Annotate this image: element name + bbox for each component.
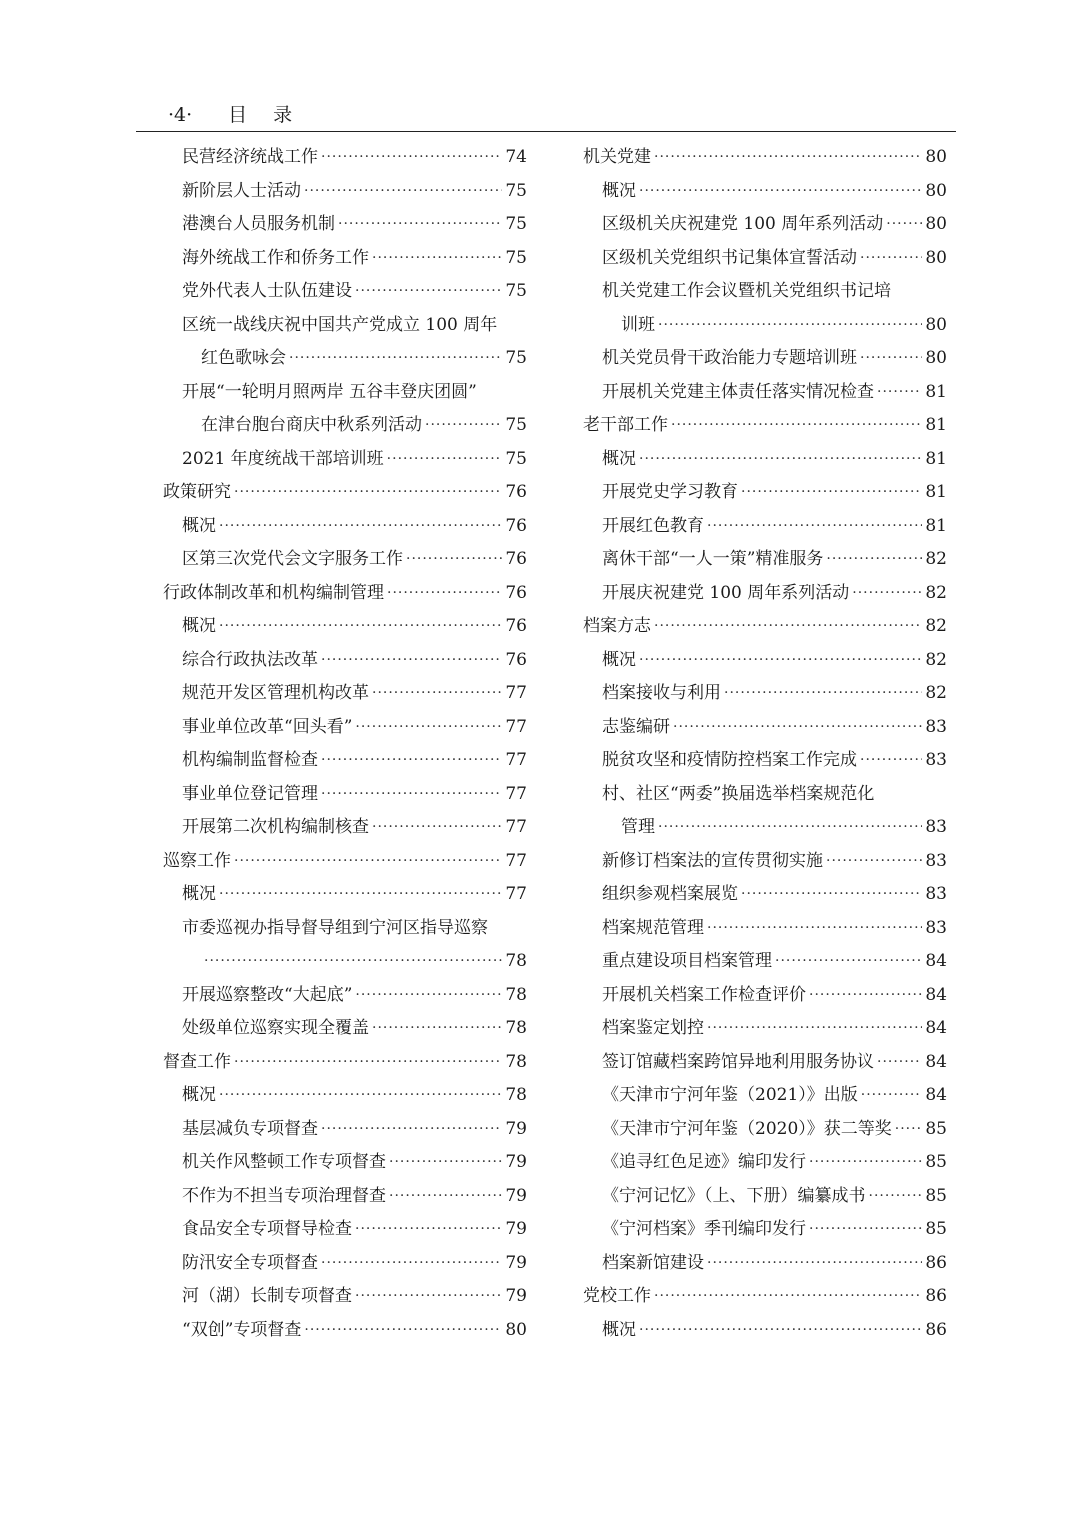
toc-entry-title: 区级机关党组织书记集体宣誓活动: [602, 247, 857, 268]
toc-entry-page: 75: [505, 180, 527, 201]
toc-leader-dots: [673, 711, 922, 745]
toc-leader-dots: [707, 1247, 922, 1281]
toc-entry-page: 82: [925, 683, 947, 703]
toc-entry: [583, 141, 947, 175]
toc-entry-page: 82: [925, 582, 947, 603]
toc-entry-page: 82: [925, 549, 947, 569]
toc-entry-page: 75: [505, 281, 527, 301]
toc-entry: [583, 878, 947, 912]
toc-entry-title: 签订馆藏档案跨馆异地利用服务协议: [602, 1051, 874, 1072]
toc-leader-dots: [707, 510, 922, 544]
toc-entry: [163, 711, 527, 745]
toc-entry: [163, 1213, 527, 1247]
toc-entry-title: 档案规范管理: [602, 917, 704, 938]
toc-entry: [583, 1213, 947, 1247]
toc-entry-title: 概况: [182, 1085, 216, 1105]
toc-entry-page: 85: [925, 1118, 947, 1139]
toc-entry-title: 档案新馆建设: [602, 1252, 704, 1273]
toc-entry-page: 82: [925, 616, 947, 636]
toc-entry-title: 概况: [602, 448, 636, 469]
toc-leader-dots: [895, 1113, 923, 1147]
toc-entry: [583, 912, 947, 946]
toc-entry: [583, 175, 947, 209]
toc-entry-title: 市委巡视办指导督导组到宁河区指导巡察: [182, 917, 488, 938]
toc-entry: [163, 342, 527, 376]
toc-entry-title: 档案方志: [583, 616, 651, 636]
toc-entry: [163, 1146, 527, 1180]
toc-entry: [583, 610, 947, 644]
toc-leader-dots: [355, 275, 502, 309]
toc-leader-dots: [219, 510, 502, 544]
toc-entry-title: 新阶层人士活动: [182, 180, 301, 201]
toc-entry-page: 75: [505, 348, 527, 368]
toc-entry-page: 80: [925, 247, 947, 268]
toc-leader-dots: [809, 1146, 922, 1180]
toc-entry: [163, 510, 527, 544]
page-title: 目录: [228, 104, 319, 126]
toc-leader-dots: [639, 443, 922, 477]
toc-entry-page: 75: [505, 247, 527, 268]
toc-entry-title: 2021 年度统战干部培训班: [182, 448, 384, 469]
toc-entry-page: 84: [925, 951, 947, 971]
toc-entry-page: 83: [925, 750, 947, 770]
toc-left-column: [163, 141, 527, 1347]
toc-entry: [583, 577, 947, 611]
toc-entry-title: 红色歌咏会: [201, 348, 286, 368]
toc-entry: [163, 1247, 527, 1281]
toc-leader-dots: [389, 1180, 502, 1214]
toc-entry: [583, 1180, 947, 1214]
toc-entry: [163, 476, 527, 510]
toc-leader-dots: [372, 1012, 502, 1046]
toc-entry-page: 84: [925, 1018, 947, 1038]
toc-entry: [163, 577, 527, 611]
toc-entry-title: 机构编制监督检查: [182, 750, 318, 770]
toc-entry: [163, 778, 527, 812]
toc-leader-dots: [741, 878, 922, 912]
toc-entry-page: 76: [505, 616, 527, 636]
toc-leader-dots: [389, 1146, 502, 1180]
toc-entry-title: 政策研究: [163, 482, 231, 502]
toc-leader-dots: [809, 979, 922, 1013]
toc-entry: [163, 744, 527, 778]
toc-leader-dots: [741, 476, 922, 510]
toc-entry-page: 74: [505, 147, 527, 167]
toc-entry-title: 《天津市宁河年鉴（2021）》出版: [602, 1085, 858, 1105]
toc-leader-dots: [321, 778, 502, 812]
toc-entry: [163, 845, 527, 879]
toc-entry: [583, 1079, 947, 1113]
toc-entry-title: 《追寻红色足迹》编印发行: [602, 1152, 806, 1172]
toc-entry-title: 综合行政执法改革: [182, 649, 318, 670]
toc-entry-title: 防汛安全专项督查: [182, 1252, 318, 1273]
toc-entry: [163, 811, 527, 845]
toc-entry: [583, 242, 947, 276]
toc-leader-dots: [869, 1180, 923, 1214]
toc-entry-title: 概况: [182, 616, 216, 636]
toc-leader-dots: [809, 1213, 922, 1247]
toc-entry-page: 75: [505, 214, 527, 234]
toc-entry: [583, 945, 947, 979]
toc-entry-title: 《天津市宁河年鉴（2020）》获二等奖: [602, 1118, 892, 1139]
toc-entry-title: 开展第二次机构编制核查: [182, 817, 369, 837]
toc-entry-page: 80: [925, 214, 947, 234]
toc-leader-dots: [639, 644, 922, 678]
toc-entry-title: 《宁河记忆》（上、下册）编纂成书: [602, 1185, 866, 1206]
toc-leader-dots: [658, 811, 922, 845]
toc-entry: [163, 610, 527, 644]
toc-entry: [583, 711, 947, 745]
toc-entry-page: 85: [925, 1185, 947, 1206]
toc-entry-title: 党校工作: [583, 1286, 651, 1306]
toc-entry-title: 训班: [621, 314, 655, 335]
toc-leader-dots: [304, 175, 502, 209]
toc-entry-page: 81: [925, 448, 947, 469]
toc-entry: [163, 242, 527, 276]
toc-entry: [583, 208, 947, 242]
toc-entry: [583, 677, 947, 711]
toc-entry-page: 83: [925, 850, 947, 871]
toc-entry: [583, 1314, 947, 1348]
toc-leader-dots: [219, 878, 502, 912]
toc-entry: [583, 644, 947, 678]
toc-entry: [163, 945, 527, 979]
toc-leader-dots: [355, 979, 502, 1013]
toc-entry-title: 行政体制改革和机构编制管理: [163, 582, 384, 603]
toc-entry-page: 79: [505, 1152, 527, 1172]
toc-leader-dots: [219, 1079, 502, 1113]
toc-entry: [163, 1280, 527, 1314]
toc-entry: [163, 309, 527, 343]
toc-entry-title: 概况: [602, 180, 636, 201]
toc-entry-title: 事业单位改革“回头看”: [182, 716, 353, 737]
toc-leader-dots: [860, 744, 922, 778]
toc-entry-title: 档案接收与利用: [602, 683, 721, 703]
toc-leader-dots: [775, 945, 922, 979]
toc-entry: [163, 543, 527, 577]
toc-entry-page: 80: [925, 147, 947, 167]
toc-entry-page: 75: [505, 448, 527, 469]
toc-entry-title: 开展机关档案工作检查评价: [602, 984, 806, 1005]
toc-entry-page: 83: [925, 817, 947, 837]
toc-entry-title: 机关党建工作会议暨机关党组织书记培: [602, 281, 891, 301]
toc-entry-page: 81: [925, 381, 947, 402]
toc-leader-dots: [321, 141, 502, 175]
toc-entry-title: 开展庆祝建党 100 周年系列活动: [602, 582, 850, 603]
toc-entry-page: 83: [925, 917, 947, 938]
toc-leader-dots: [321, 644, 502, 678]
toc-entry: [163, 175, 527, 209]
toc-entry: [583, 342, 947, 376]
toc-entry: [163, 1180, 527, 1214]
toc-entry-title: 村、社区“两委”换届选举档案规范化: [602, 783, 875, 804]
toc-entry-title: 河（湖）长制专项督查: [182, 1286, 352, 1306]
toc-leader-dots: [861, 1079, 923, 1113]
toc-leader-dots: [219, 610, 502, 644]
toc-entry-title: 食品安全专项督导检查: [182, 1219, 352, 1239]
toc-entry-title: 机关党员骨干政治能力专题培训班: [602, 348, 857, 368]
toc-entry-title: 在津台胞台商庆中秋系列活动: [201, 415, 422, 435]
toc-entry-page: 84: [925, 1085, 947, 1105]
toc-entry-page: 85: [925, 1152, 947, 1172]
toc-entry-title: 事业单位登记管理: [182, 783, 318, 804]
toc-entry-title: 概况: [182, 884, 216, 904]
toc-entry-title: 督查工作: [163, 1051, 231, 1072]
toc-leader-dots: [639, 175, 922, 209]
toc-leader-dots: [387, 577, 502, 611]
toc-leader-dots: [425, 409, 502, 443]
page-number: ·4·: [168, 104, 193, 126]
toc-entry-page: 81: [925, 482, 947, 502]
toc-leader-dots: [654, 141, 922, 175]
toc-entry-title: 开展红色教育: [602, 515, 704, 536]
toc-entry-page: 81: [925, 515, 947, 536]
toc-entry-title: “双创”专项督查: [182, 1319, 302, 1340]
toc-leader-dots: [289, 342, 502, 376]
toc-entry-page: 86: [925, 1252, 947, 1273]
toc-entry: [163, 208, 527, 242]
toc-entry-page: 76: [505, 649, 527, 670]
toc-entry-page: 86: [925, 1286, 947, 1306]
toc-entry-page: 77: [505, 783, 527, 804]
toc-entry: [163, 644, 527, 678]
toc-entry: [583, 443, 947, 477]
toc-entry-page: 78: [505, 951, 527, 971]
toc-leader-dots: [234, 1046, 502, 1080]
toc-entry-page: 81: [925, 415, 947, 435]
toc-entry-page: 82: [925, 649, 947, 670]
toc-leader-dots: [355, 1280, 502, 1314]
toc-entry: [583, 1247, 947, 1281]
toc-leader-dots: [355, 1213, 502, 1247]
toc-leader-dots: [639, 1314, 922, 1348]
toc-entry-page: 84: [925, 984, 947, 1005]
toc-entry-title: 不作为不担当专项治理督查: [182, 1185, 386, 1206]
toc-leader-dots: [658, 309, 922, 343]
toc-entry-title: 脱贫攻坚和疫情防控档案工作完成: [602, 750, 857, 770]
toc-entry-page: 78: [505, 1018, 527, 1038]
toc-leader-dots: [877, 1046, 922, 1080]
toc-entry: [163, 141, 527, 175]
toc-entry-page: 86: [925, 1319, 947, 1340]
toc-entry-page: 80: [925, 348, 947, 368]
toc-entry-title: 民营经济统战工作: [182, 147, 318, 167]
toc-entry-page: 76: [505, 582, 527, 603]
toc-entry-page: 80: [505, 1319, 527, 1340]
toc-entry-page: 84: [925, 1051, 947, 1072]
toc-entry: [163, 878, 527, 912]
toc-entry: [163, 1012, 527, 1046]
toc-entry-page: 85: [925, 1219, 947, 1239]
toc-entry-title: 党外代表人士队伍建设: [182, 281, 352, 301]
toc-entry: [163, 275, 527, 309]
toc-entry: [583, 744, 947, 778]
toc-entry: [163, 1079, 527, 1113]
toc-entry-page: 77: [505, 716, 527, 737]
toc-entry: [163, 912, 527, 946]
toc-entry-page: 80: [925, 314, 947, 335]
toc-entry-title: 规范开发区管理机构改革: [182, 683, 369, 703]
toc-right-column: [583, 141, 947, 1347]
toc-entry-page: 77: [505, 817, 527, 837]
toc-entry-title: 概况: [602, 1319, 636, 1340]
toc-entry-page: 76: [505, 549, 527, 569]
toc-leader-dots: [338, 208, 502, 242]
toc-entry-page: 77: [505, 850, 527, 871]
toc-entry-title: 开展巡察整改“大起底”: [182, 984, 353, 1005]
toc-entry-title: 新修订档案法的宣传贯彻实施: [602, 850, 823, 871]
toc-entry: [163, 409, 527, 443]
toc-leader-dots: [671, 409, 922, 443]
toc-entry-page: 79: [505, 1219, 527, 1239]
toc-entry: [583, 1146, 947, 1180]
toc-entry: [163, 677, 527, 711]
toc-entry: [583, 376, 947, 410]
toc-entry-page: 78: [505, 1051, 527, 1072]
toc-leader-dots: [654, 1280, 922, 1314]
toc-entry-page: 83: [925, 716, 947, 737]
toc-entry-title: 处级单位巡察实现全覆盖: [182, 1018, 369, 1038]
toc-entry-page: 83: [925, 884, 947, 904]
toc-entry-title: 老干部工作: [583, 415, 668, 435]
toc-entry: [583, 1280, 947, 1314]
toc-entry: [163, 1046, 527, 1080]
toc-entry: [583, 275, 947, 309]
toc-entry-title: 区级机关庆祝建党 100 周年系列活动: [602, 214, 884, 234]
toc-entry-title: 港澳台人员服务机制: [182, 214, 335, 234]
toc-entry-page: 77: [505, 683, 527, 703]
page-header: [168, 100, 318, 130]
toc-leader-dots: [387, 443, 503, 477]
toc-leader-dots: [826, 845, 922, 879]
toc-leader-dots: [355, 711, 502, 745]
toc-leader-dots: [372, 242, 502, 276]
toc-entry-title: 《宁河档案》季刊编印发行: [602, 1219, 806, 1239]
header-rule: [136, 131, 956, 132]
toc-leader-dots: [372, 811, 502, 845]
toc-entry-title: 开展“一轮明月照两岸 五谷丰登庆团圆”: [182, 381, 477, 402]
toc-entry: [583, 409, 947, 443]
toc-entry-title: 巡察工作: [163, 850, 231, 871]
toc-leader-dots: [321, 1247, 502, 1281]
toc-entry-page: 79: [505, 1118, 527, 1139]
toc-entry-page: 75: [505, 415, 527, 435]
toc-entry: [583, 979, 947, 1013]
toc-entry: [163, 376, 527, 410]
toc-entry-title: 机关党建: [583, 147, 651, 167]
toc-entry: [583, 1012, 947, 1046]
toc-leader-dots: [234, 476, 502, 510]
toc-leader-dots: [877, 376, 922, 410]
toc-leader-dots: [234, 845, 502, 879]
toc-leader-dots: [886, 208, 922, 242]
toc-entry: [163, 979, 527, 1013]
toc-leader-dots: [406, 543, 502, 577]
toc-entry: [583, 510, 947, 544]
toc-entry: [583, 476, 947, 510]
toc-entry-page: 79: [505, 1286, 527, 1306]
toc-entry-title: 组织参观档案展览: [602, 884, 738, 904]
toc-entry-page: 80: [925, 180, 947, 201]
toc-entry-title: 机关作风整顿工作专项督查: [182, 1152, 386, 1172]
toc-leader-dots: [204, 945, 502, 979]
toc-entry-page: 78: [505, 1085, 527, 1105]
toc-entry-title: 志鉴编研: [602, 716, 670, 737]
toc-entry: [163, 1113, 527, 1147]
toc-entry-page: 78: [505, 984, 527, 1005]
toc-leader-dots: [321, 744, 502, 778]
toc-leader-dots: [724, 677, 922, 711]
toc-entry: [583, 1046, 947, 1080]
toc-entry-page: 76: [505, 515, 527, 536]
toc-entry-title: 离休干部“一人一策”精准服务: [602, 549, 824, 569]
toc-leader-dots: [707, 1012, 922, 1046]
toc-entry-title: 开展机关党建主体责任落实情况检查: [602, 381, 874, 402]
toc-entry-page: 79: [505, 1252, 527, 1273]
toc-leader-dots: [372, 677, 502, 711]
toc-entry-title: 区第三次党代会文字服务工作: [182, 549, 403, 569]
toc-entry: [583, 778, 947, 812]
toc-entry: [583, 845, 947, 879]
toc-entry-title: 概况: [602, 649, 636, 670]
toc-entry-title: 海外统战工作和侨务工作: [182, 247, 369, 268]
toc-entry-title: 开展党史学习教育: [602, 482, 738, 502]
toc-leader-dots: [707, 912, 922, 946]
toc-entry: [163, 443, 527, 477]
toc-leader-dots: [860, 242, 922, 276]
toc-entry: [163, 1314, 527, 1348]
toc-entry-page: 76: [505, 482, 527, 502]
toc-entry-title: 管理: [621, 817, 655, 837]
toc-leader-dots: [860, 342, 922, 376]
toc-entry-title: 概况: [182, 515, 216, 536]
toc-entry-page: 77: [505, 884, 527, 904]
toc-leader-dots: [654, 610, 922, 644]
toc-entry: [583, 309, 947, 343]
toc-entry-title: 档案鉴定划控: [602, 1018, 704, 1038]
toc-entry-title: 重点建设项目档案管理: [602, 951, 772, 971]
toc-leader-dots: [852, 577, 922, 611]
toc-entry: [583, 811, 947, 845]
toc-entry-title: 基层减负专项督查: [182, 1118, 318, 1139]
toc-entry-title: 区统一战线庆祝中国共产党成立 100 周年: [182, 314, 498, 335]
toc-leader-dots: [304, 1314, 502, 1348]
toc-leader-dots: [321, 1113, 502, 1147]
toc-leader-dots: [826, 543, 922, 577]
toc-entry: [583, 1113, 947, 1147]
toc-entry-page: 79: [505, 1185, 527, 1206]
toc-entry-page: 77: [505, 750, 527, 770]
toc-entry: [583, 543, 947, 577]
